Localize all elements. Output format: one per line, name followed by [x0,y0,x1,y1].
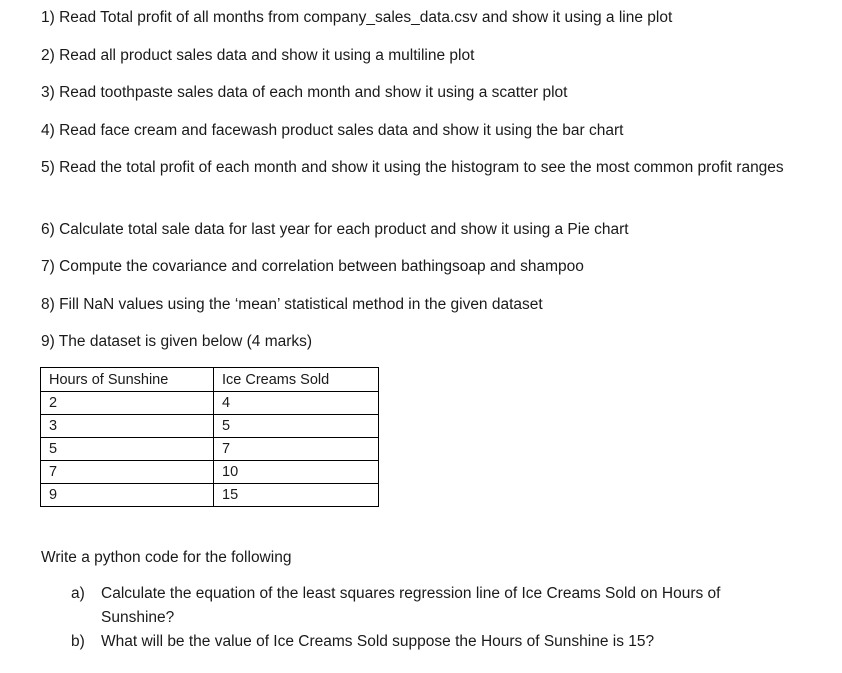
subpart-text: What will be the value of Ice Creams Sold suppose the Hours of Sunshine is 15? [101,633,655,650]
table-cell: 9 [41,484,214,507]
column-header-hours: Hours of Sunshine [41,368,214,392]
question-5: 5) Read the total profit of each month and show it using the histogram to see the most common profit ranges [41,159,784,176]
question-2: 2) Read all product sales data and show it using a multiline plot [41,47,475,64]
table-cell: 15 [214,484,379,507]
question-8: 8) Fill NaN values using the ‘mean’ statistical method in the given dataset [41,296,543,313]
question-3: 3) Read toothpaste sales data of each month and show it using a scatter plot [41,84,568,101]
table-header-row [41,368,379,392]
subpart-b [0,630,842,654]
table-cell: 10 [214,461,379,484]
table-cell: 7 [214,438,379,461]
column-header-icecreams: Ice Creams Sold [214,368,379,392]
table-row [41,392,379,415]
subpart-text: Calculate the equation of the least squares regression line of Ice Creams Sold on Hours of Sunshine? [101,585,721,626]
question-6: 6) Calculate total sale data for last year for each product and show it using a Pie chart [41,221,629,238]
subpart-a [0,582,842,630]
subpart-marker: b) [71,633,85,650]
instruction-text: Write a python code for the following [41,549,292,566]
table-cell: 3 [41,415,214,438]
question-4: 4) Read face cream and facewash product sales data and show it using the bar chart [41,122,624,139]
subpart-marker: a) [71,585,85,602]
table-row [41,415,379,438]
question-7: 7) Compute the covariance and correlation between bathingsoap and shampoo [41,258,584,275]
table-cell: 4 [214,392,379,415]
table-row [41,461,379,484]
question-9: 9) The dataset is given below (4 marks) [41,333,313,350]
table-row [41,438,379,461]
dataset-table [40,367,379,507]
table-cell: 5 [41,438,214,461]
table-row [41,484,379,507]
table-cell: 2 [41,392,214,415]
table-cell: 5 [214,415,379,438]
table-cell: 7 [41,461,214,484]
question-1: 1) Read Total profit of all months from company_sales_data.csv and show it using a line plot [41,9,673,26]
